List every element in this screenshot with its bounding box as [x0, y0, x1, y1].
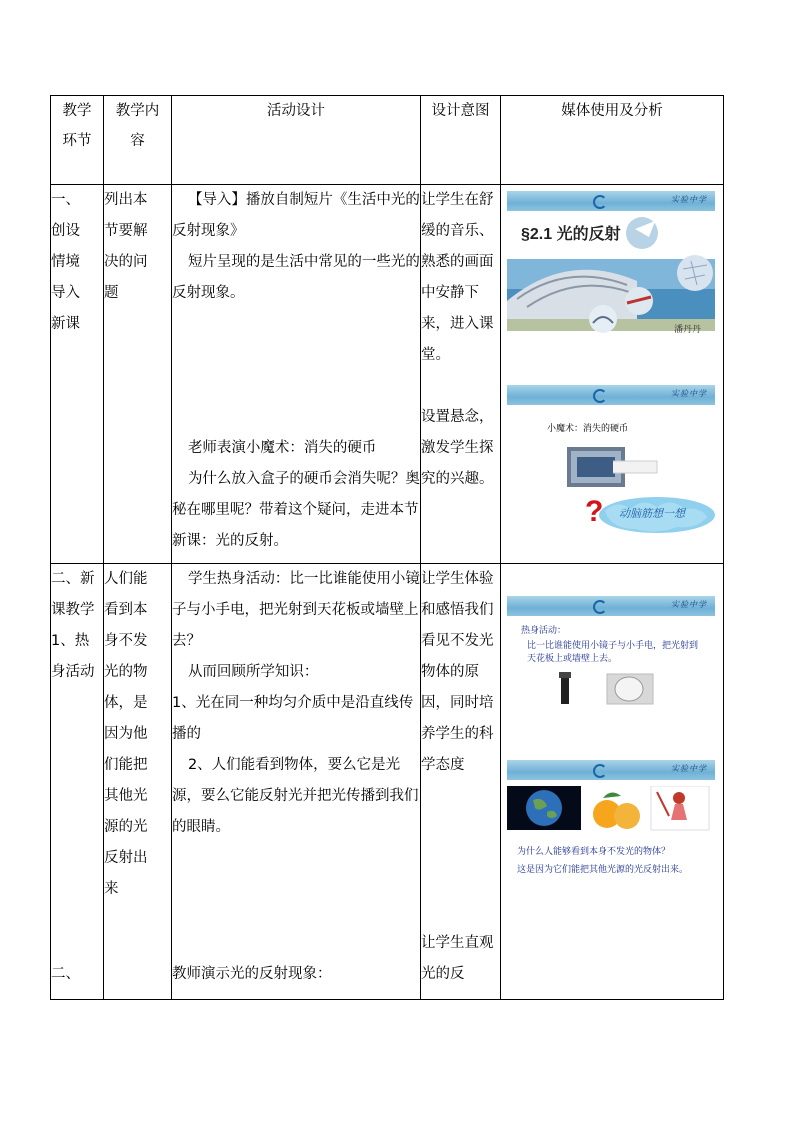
intent-cell — [421, 185, 501, 564]
slide-warmup: 实验中学 热身活动： 比一比谁能使用小镜子与小手电，把光射到天花板上或墙壁上去。 — [507, 596, 715, 716]
activity-intro: 【导入】播放自制短片《生活中光的反射现象》 — [172, 192, 420, 239]
slide-magic-banner: 动脑筋想一想 — [619, 507, 685, 520]
flashlight-mirror-photo — [507, 668, 715, 716]
intent-demo: 让学生直观光的反 — [421, 935, 494, 982]
media-cell — [501, 185, 724, 564]
stage-cell: 二、新课教学1、热身活动 二、 — [51, 564, 104, 1000]
media-cell — [501, 564, 724, 1000]
activity-magic: 老师表演小魔术：消失的硬币 — [187, 440, 377, 456]
activity-cell — [172, 564, 421, 1000]
slide-author: 潘丹丹 — [673, 325, 701, 335]
content-cell: 列出本节要解决的问题 — [104, 185, 172, 564]
slide-nonluminous: 实验中学 为什么人能够看到本身不发光的物体？ 这是因为它们能把其他光源的光反射出来。 — [507, 760, 715, 910]
slide-magic: 实验中学 小魔术：消失的硬币 ? 动脑筋想一想 — [507, 385, 715, 542]
stage-cell: 一、创设情境导入新课 — [51, 185, 104, 564]
intent-1: 让学生在舒缓的音乐、熟悉的画面中安静下来，进入课堂。 — [421, 192, 494, 363]
activity-demo: 教师演示光的反射现象： — [172, 966, 332, 982]
slide-warmup-text: 比一比谁能使用小镜子与小手电，把光射到天花板上或墙壁上去。 — [527, 641, 699, 664]
slide-answer: 这是因为它们能把其他光源的光反射出来。 — [517, 865, 689, 875]
activity-warmup: 学生热身活动：比一比谁能使用小镜子与小手电，把光射到天花板或墙壁上去？ — [172, 571, 420, 649]
activity-review: 从而回顾所学知识： — [187, 664, 319, 680]
school-logo: 实验中学 — [671, 195, 707, 204]
object-photos — [507, 786, 715, 834]
lesson-plan-table — [50, 95, 724, 1000]
stage-next: 二、 — [51, 966, 80, 982]
slide-title-text: §2.1 光的反射 — [521, 226, 621, 243]
activity-cell — [172, 185, 421, 564]
header-media: 媒体使用及分析 — [501, 96, 724, 185]
activity-magic-desc: 为什么放入盒子的硬币会消失呢？奥秘在哪里呢？带着这个疑问，走进本节新课：光的反射。 — [172, 471, 420, 549]
slide-magic-caption: 小魔术：消失的硬币 — [547, 424, 629, 434]
slide-warmup-heading: 热身活动： — [521, 626, 567, 636]
header-row — [51, 96, 724, 185]
activity-fact-1: 1、光在同一种均匀介质中是沿直线传播的 — [172, 695, 414, 742]
header-activity: 活动设计 — [172, 96, 421, 185]
activity-fact-2: 2、人们能看到物体，要么它是光源，要么它能反射光并把光传播到我们的眼睛。 — [172, 757, 419, 835]
coin-box-photo — [507, 411, 715, 541]
row-warmup — [51, 564, 724, 1000]
intent-warmup: 让学生体验和感悟我们看见不发光物体的原因，同时培养学生的科学态度 — [421, 571, 494, 773]
intent-cell — [421, 564, 501, 1000]
activity-intro-desc: 短片呈现的是生活中常见的一些光的反射现象。 — [172, 254, 420, 301]
slide-question: 为什么人能够看到本身不发光的物体？ — [517, 847, 671, 857]
header-content: 教学内容 — [104, 96, 172, 185]
slide-title — [507, 191, 715, 343]
content-cell: 人们能看到本身不发光的物体，是因为他们能把其他光源的光反射出来 — [104, 564, 172, 1000]
header-stage: 教学环节 — [51, 96, 104, 185]
header-intent: 设计意图 — [421, 96, 501, 185]
intent-2: 设置悬念，激发学生探究的兴趣。 — [421, 409, 494, 487]
row-intro — [51, 185, 724, 564]
question-mark-icon: ? — [585, 495, 604, 528]
